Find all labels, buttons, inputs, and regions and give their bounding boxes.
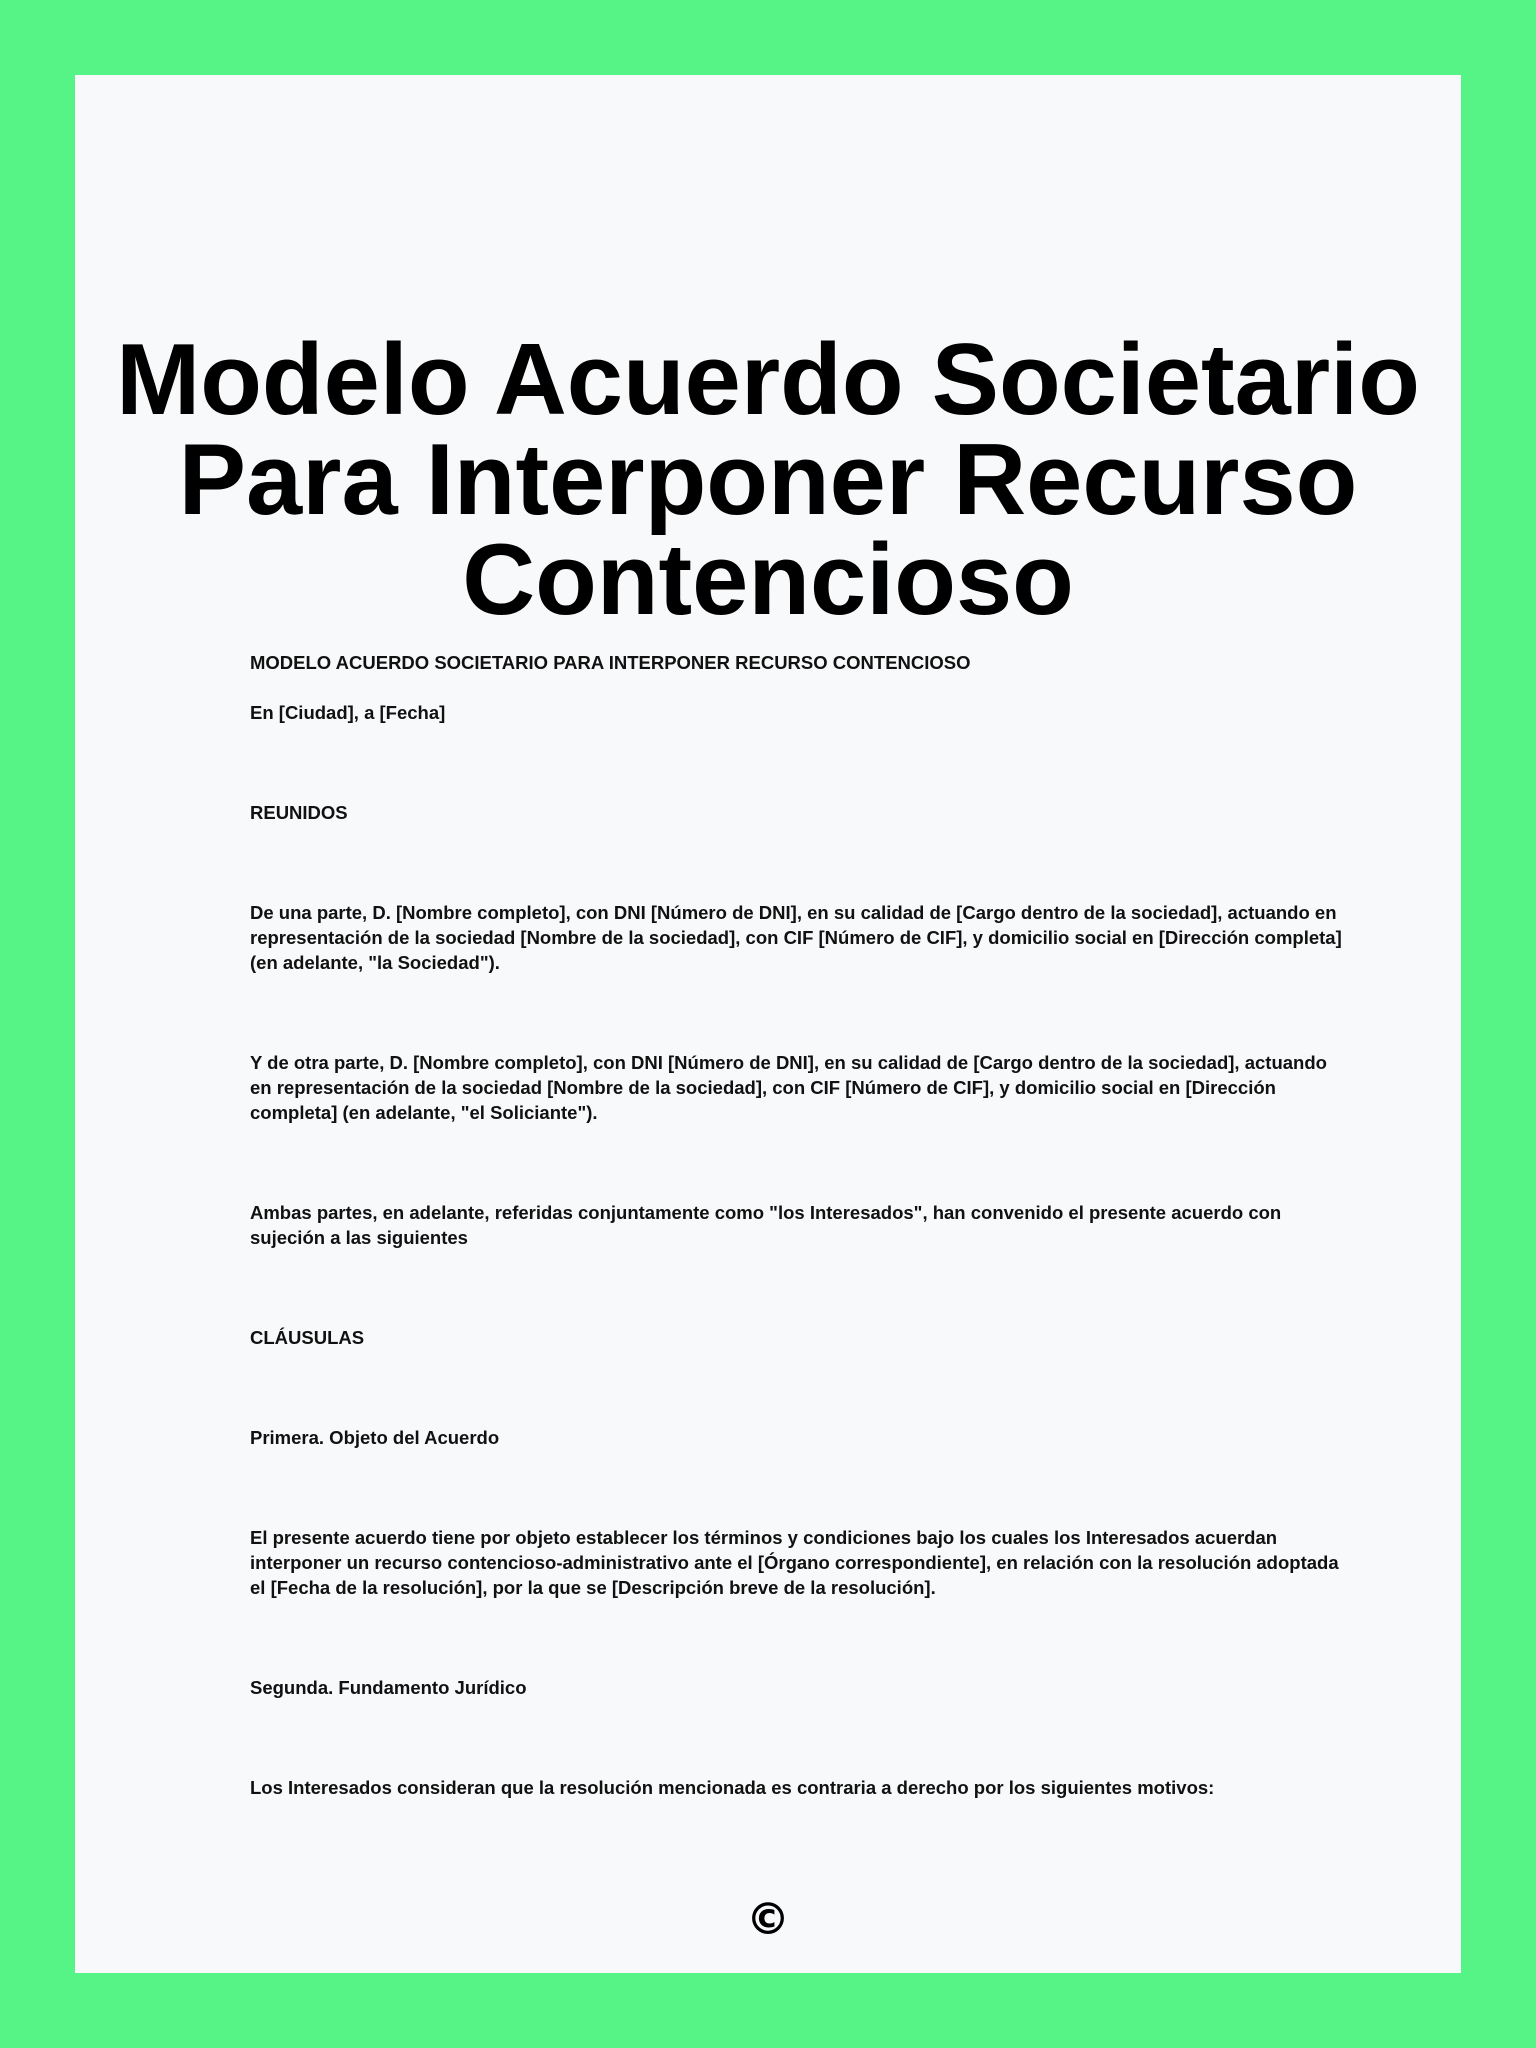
party-one-paragraph: De una parte, D. [Nombre completo], con DNI [Número de DNI], en su calidad de [Cargo dentro de la sociedad], actuando en representación de la sociedad [Nombre de la sociedad], con CIF [Número de CIF], y domicilio social en [Dirección completa] (en adelante, "la Sociedad").: [250, 902, 1342, 973]
section-clausulas: CLÁUSULAS: [250, 1327, 365, 1348]
party-two-paragraph: Y de otra parte, D. [Nombre completo], con DNI [Número de DNI], en su calidad de [Cargo dentro de la sociedad], actuando en representación de la sociedad [Nombre de la sociedad], con CIF [Número de CIF], y domicilio social en [Dirección completa] (en adelante, "el Soliciante").: [250, 1052, 1327, 1123]
heading-caps: MODELO ACUERDO SOCIETARIO PARA INTERPONER RECURSO CONTENCIOSO: [250, 652, 971, 673]
copyright-icon: ©: [746, 1894, 790, 1945]
clause-first-heading: Primera. Objeto del Acuerdo: [250, 1427, 500, 1448]
document-page: [75, 75, 1461, 1973]
clause-second-heading: Segunda. Fundamento Jurídico: [250, 1677, 527, 1698]
place-date-line: En [Ciudad], a [Fecha]: [250, 702, 446, 723]
clause-first-paragraph: El presente acuerdo tiene por objeto establecer los términos y condiciones bajo los cuales los Interesados acuerdan interponer un recurso contencioso-administrativo ante el [Órgano correspondiente], en relación con la resolución adoptada el [Fecha de la resolución], por la que se [Descripción breve de la resolución].: [250, 1527, 1339, 1598]
clause-second-paragraph: Los Interesados consideran que la resolución mencionada es contraria a derecho por los siguientes motivos:: [250, 1777, 1215, 1798]
parties-agreement-paragraph: Ambas partes, en adelante, referidas conjuntamente como "los Interesados", han convenido el presente acuerdo con sujeción a las siguientes: [250, 1202, 1282, 1248]
document-title: Modelo Acuerdo Societario Para Interponer Recurso Contencioso: [116, 324, 1420, 636]
section-reunidos: REUNIDOS: [250, 802, 348, 823]
